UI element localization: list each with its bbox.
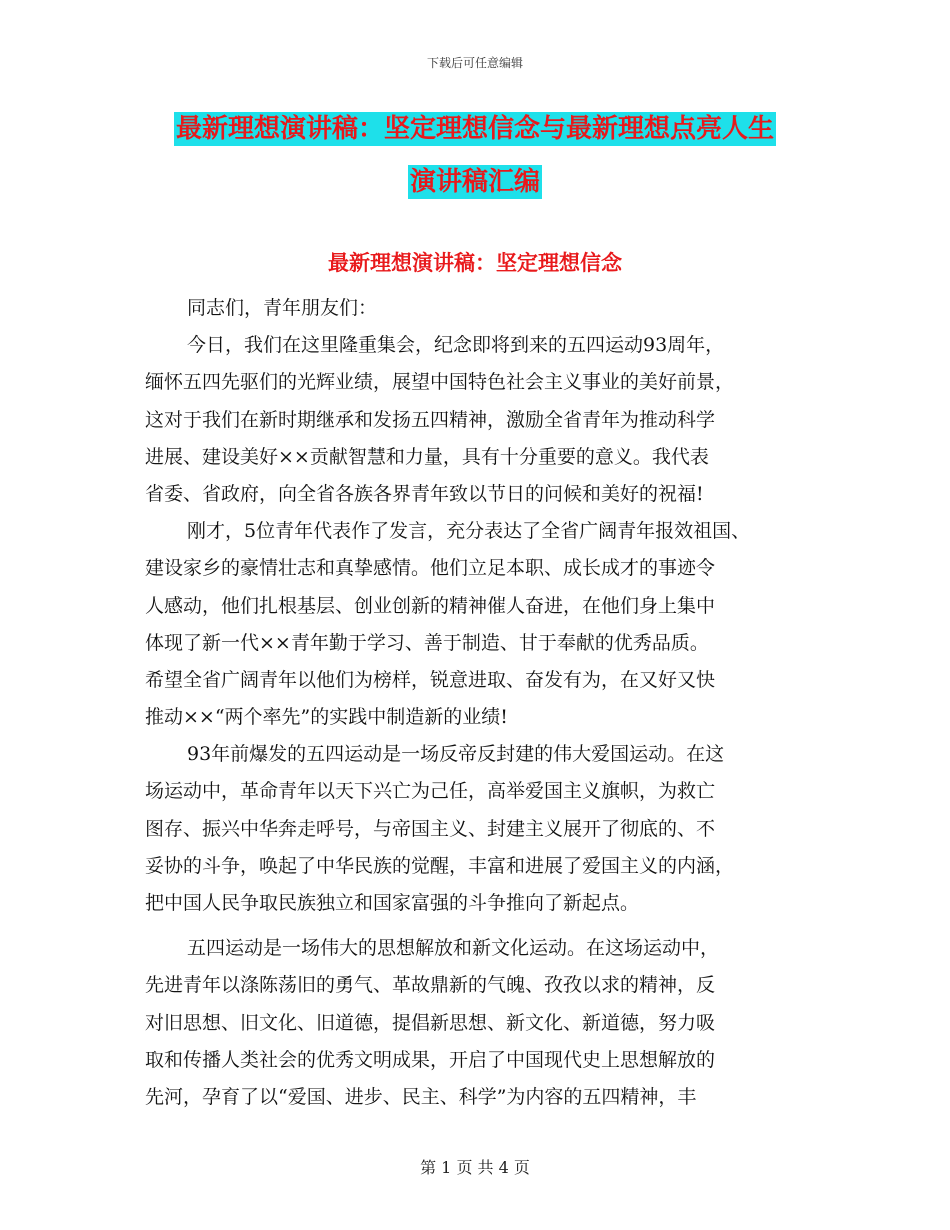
paragraph-line: 先河，孕育了以“爱国、进步、民主、科学”为内容的五四精神，丰 — [145, 1085, 697, 1108]
paragraph-line: 缅怀五四先驱们的光辉业绩，展望中国特色社会主义事业的美好前景， — [145, 371, 735, 394]
paragraph-line: 今日，我们在这里隆重集会，纪念即将到来的五四运动93周年， — [187, 334, 725, 357]
paragraph-line: 先进青年以涤陈荡旧的勇气、革故鼎新的气魄、孜孜以求的精神，反 — [145, 974, 716, 997]
paragraph-line: 场运动中，革命青年以天下兴亡为己任，高举爱国主义旗帜，为救亡 — [145, 780, 716, 803]
section-title: 最新理想演讲稿：坚定理想信念 — [328, 251, 622, 275]
paragraph-4 — [145, 930, 835, 1116]
paragraph-line: 对旧思想、旧文化、旧道德，提倡新思想、新文化、新道德，努力吸 — [145, 1011, 716, 1034]
paragraph-line: 这对于我们在新时期继承和发扬五四精神，激励全省青年为推动科学 — [145, 408, 716, 431]
header-note: 下载后可任意编辑 — [426, 56, 523, 70]
paragraph-line: 妥协的斗争，唤起了中华民族的觉醒，丰富和进展了爱国主义的内涵， — [145, 854, 735, 877]
paragraph-3 — [145, 736, 835, 922]
document-body — [145, 290, 835, 1116]
paragraph-line: 省委、省政府，向全省各族各界青年致以节日的问候和美好的祝福! — [145, 482, 704, 505]
document-title — [0, 110, 950, 216]
paragraph-line: 把中国人民争取民族独立和国家富强的斗争推向了新起点。 — [145, 892, 640, 914]
greeting: 同志们，青年朋友们： — [187, 297, 378, 319]
paragraph-line: 建设家乡的豪情壮志和真挚感情。他们立足本职、成长成才的事迹令 — [145, 557, 716, 580]
paragraph-line: 93年前爆发的五四运动是一场反帝反封建的伟大爱国运动。在这 — [187, 743, 725, 766]
paragraph-line: 进展、建设美好××贡献智慧和力量，具有十分重要的意义。我代表 — [145, 445, 709, 468]
paragraph-line: 刚才，5位青年代表作了发言，充分表达了全省广阔青年报效祖国、 — [187, 520, 751, 543]
paragraph-line: 希望全省广阔青年以他们为榜样，锐意进取、奋发有为，在又好又快 — [145, 668, 716, 691]
paragraph-2 — [145, 513, 835, 736]
paragraph-line: 推动××“两个率先”的实践中制造新的业绩! — [145, 706, 508, 729]
page-footer: 第 1 页 共 4 页 — [420, 1158, 530, 1177]
paragraph-line: 取和传播人类社会的优秀文明成果，开启了中国现代史上思想解放的 — [145, 1048, 716, 1071]
paragraph-line: 人感动，他们扎根基层、创业创新的精神催人奋进，在他们身上集中 — [145, 594, 716, 617]
title-line-1: 最新理想演讲稿：坚定理想信念与最新理想点亮人生 — [175, 114, 774, 144]
paragraph-line: 五四运动是一场伟大的思想解放和新文化运动。在这场运动中， — [187, 937, 720, 960]
paragraph-line: 图存、振兴中华奔走呼号，与帝国主义、封建主义展开了彻底的、不 — [145, 817, 716, 840]
paragraph-line: 体现了新一代××青年勤于学习、善于制造、甘于奉献的优秀品质。 — [145, 631, 709, 654]
paragraph-1 — [145, 327, 835, 513]
title-line-2: 演讲稿汇编 — [409, 167, 540, 197]
